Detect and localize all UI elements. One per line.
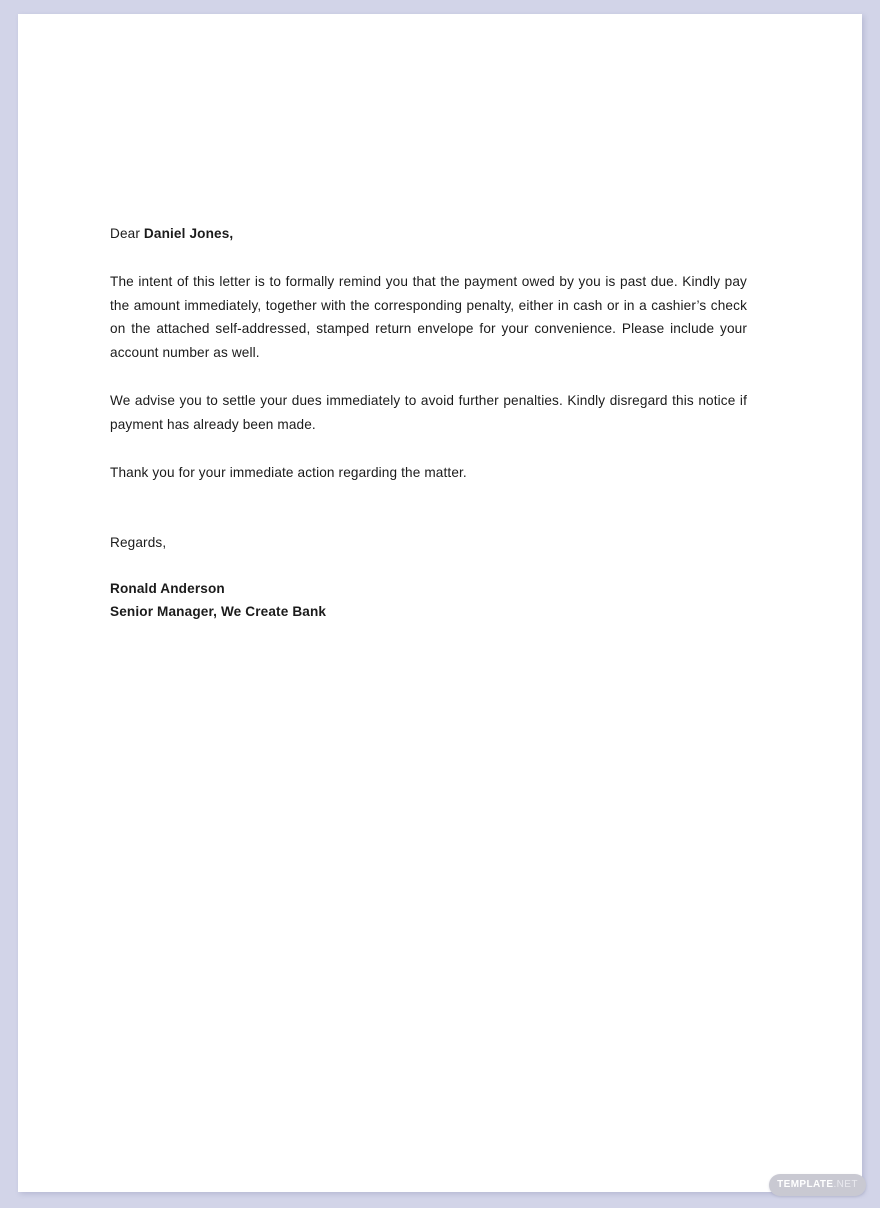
signature-name: Ronald Anderson [110, 581, 225, 597]
body-paragraph-3: Thank you for your immediate action regarding the matter. [110, 464, 467, 480]
salutation-greeting: Dear [110, 226, 144, 241]
body-paragraph-2: We advise you to settle your dues immediately to avoid further penalties. Kindly disregard this notice if payment has already been made. [110, 392, 747, 432]
document-page [18, 14, 862, 1192]
watermark-suffix: .NET [833, 1179, 858, 1190]
salutation-line [110, 222, 747, 246]
signature-title: Senior Manager, We Create Bank [110, 603, 327, 619]
watermark-text [777, 1180, 858, 1190]
template-net-watermark [769, 1174, 866, 1196]
signature-block [110, 578, 747, 623]
closing-line: Regards, [110, 535, 167, 551]
salutation-recipient: Daniel Jones, [143, 226, 234, 241]
body-paragraph-1: The intent of this letter is to formally remind you that the payment owed by you is past due. Kindly pay the amount immediately, together with the corresponding penalty, either in cash or in a cashier’s check on the attached self-addressed, stamped return envelope for your convenience. Please include your account number as well. [110, 273, 747, 361]
letter-body [110, 222, 747, 623]
watermark-brand: TEMPLATE [777, 1179, 834, 1190]
